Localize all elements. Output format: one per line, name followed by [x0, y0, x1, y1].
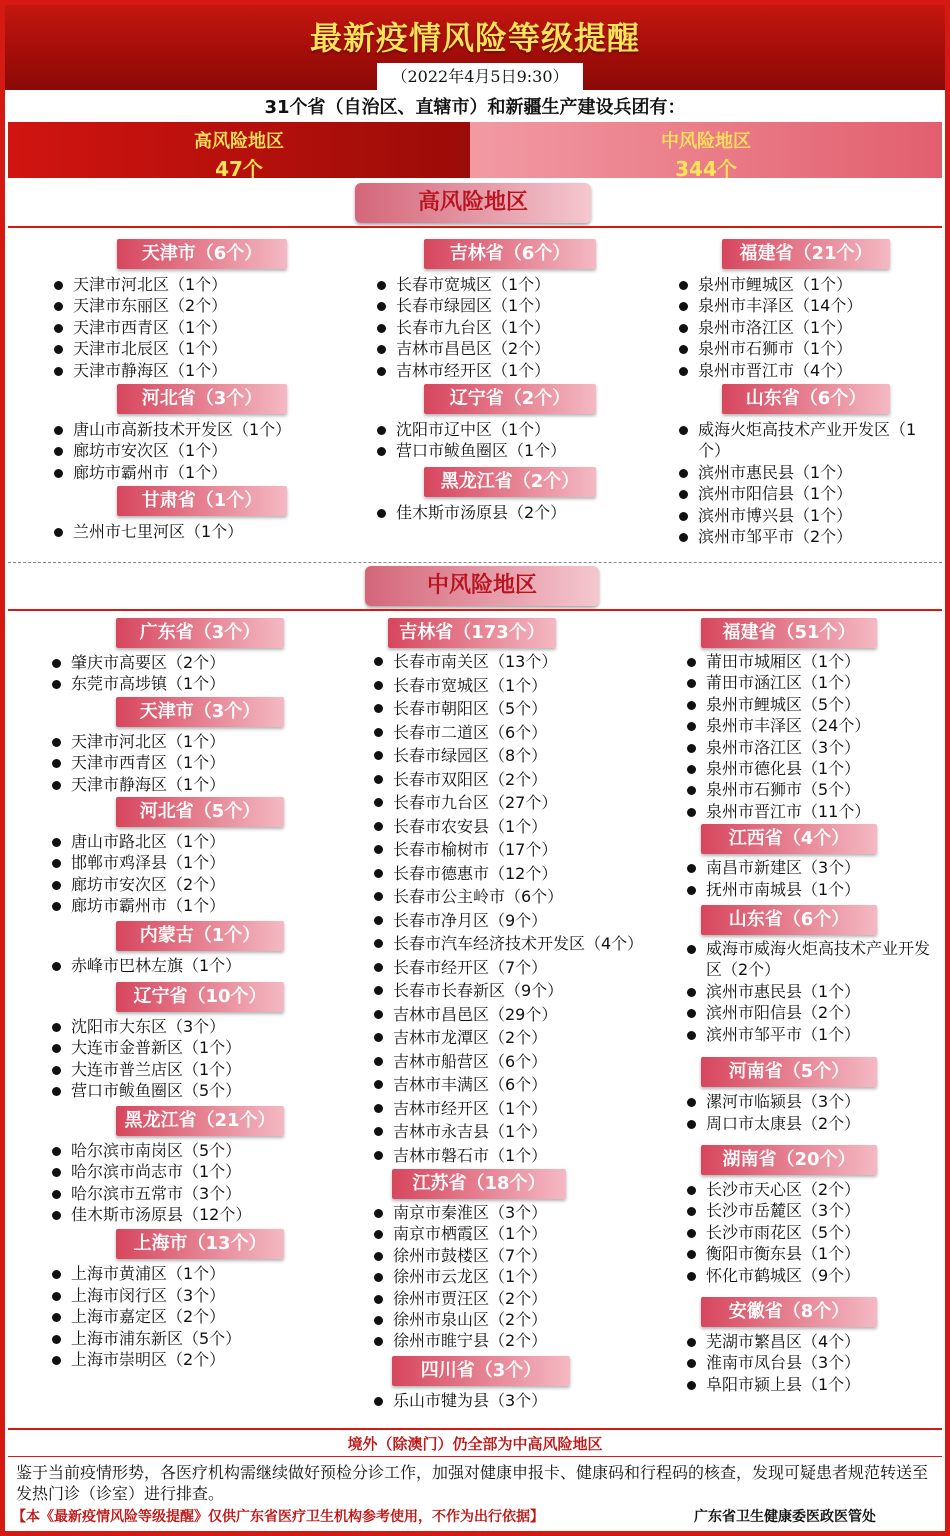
page-title: 最新疫情风险等级提醒 [309, 19, 640, 57]
province-group [375, 467, 645, 523]
issuer: 广东省卫生健康委医政医管处 [694, 1509, 876, 1525]
list-item: 上海市黄浦区（1个） [50, 1263, 350, 1284]
province-title: 湖南省（20个） [701, 1145, 877, 1175]
list-item: 邯郸市鸡泽县（1个） [50, 852, 350, 873]
list-item: 莆田市城厢区（1个） [685, 651, 941, 672]
list-item: 长沙市天心区（2个） [685, 1179, 941, 1200]
province-group [685, 824, 941, 900]
list-item: 长春市绿园区（8个） [372, 744, 672, 768]
list-item: 滨州市阳信县（1个） [677, 483, 935, 504]
list-item: 吉林市永吉县（1个） [372, 1120, 672, 1144]
province-group [50, 921, 350, 976]
list-item: 沈阳市辽中区（1个） [375, 419, 645, 440]
list-item: 长春市九台区（27个） [372, 791, 672, 815]
list-item: 阜阳市颍上县（1个） [685, 1374, 941, 1395]
province-title: 内蒙古（1个） [116, 921, 284, 951]
mid-col-2 [372, 618, 672, 1411]
list-item: 徐州市贾汪区（2个） [372, 1288, 672, 1309]
list-item: 长沙市岳麓区（3个） [685, 1200, 941, 1221]
province-group [50, 697, 350, 795]
province-title: 山东省（6个） [722, 384, 890, 414]
list-item: 天津市西青区（1个） [50, 752, 350, 773]
province-title: 吉林省（6个） [424, 239, 596, 269]
high-risk-section-title: 高风险地区 [355, 183, 591, 223]
list-item: 哈尔滨市南岗区（5个） [50, 1140, 350, 1161]
abroad-note: 境外（除澳门）仍全部为中高风险地区 [347, 1435, 603, 1453]
list-item: 长春市绿园区（1个） [375, 295, 645, 316]
high-col-1 [52, 239, 352, 543]
list-item: 长春市德惠市（12个） [372, 862, 672, 886]
list-item: 天津市河北区（1个） [50, 731, 350, 752]
list-item: 泉州市丰泽区（14个） [677, 295, 935, 316]
list-item: 唐山市路北区（1个） [50, 831, 350, 852]
province-title: 天津市（3个） [116, 697, 284, 727]
list-item: 泉州市洛江区（3个） [685, 737, 941, 758]
list-item: 长春市双阳区（2个） [372, 768, 672, 792]
mid-section-divider [8, 609, 942, 611]
province-title: 河南省（5个） [701, 1057, 877, 1087]
footer-divider [8, 1428, 942, 1430]
list-item: 佳木斯市汤原县（12个） [50, 1204, 350, 1225]
list-item: 吉林市经开区（1个） [375, 360, 645, 381]
province-title: 福建省（21个） [722, 239, 890, 269]
province-group [372, 1169, 672, 1352]
list-item: 抚州市南城县（1个） [685, 879, 941, 900]
footer-divider-2 [8, 1456, 942, 1457]
list-item: 泉州市晋江市（11个） [685, 801, 941, 822]
high-col-3 [677, 239, 935, 547]
province-group [685, 1297, 941, 1395]
list-item: 莆田市涵江区（1个） [685, 672, 941, 693]
province-group [50, 797, 350, 917]
list-item: 徐州市睢宁县（2个） [372, 1330, 672, 1351]
list-item: 上海市浦东新区（5个） [50, 1328, 350, 1349]
mid-col-1 [50, 618, 350, 1370]
province-title: 山东省（6个） [701, 905, 877, 935]
province-title: 河北省（5个） [116, 797, 284, 827]
province-title: 辽宁省（10个） [116, 982, 284, 1012]
province-title: 黑龙江省（2个） [424, 467, 596, 497]
list-item: 天津市静海区（1个） [52, 360, 352, 381]
list-item: 泉州市洛江区（1个） [677, 317, 935, 338]
list-item: 徐州市鼓楼区（7个） [372, 1245, 672, 1266]
list-item: 上海市闵行区（3个） [50, 1285, 350, 1306]
province-title: 吉林省（173个） [388, 618, 556, 648]
province-group [52, 384, 352, 483]
high-risk-summary-count: 47个 [215, 157, 263, 181]
list-item: 天津市北辰区（1个） [52, 338, 352, 359]
list-item: 肇庆市高要区（2个） [50, 652, 350, 673]
list-item: 天津市西青区（1个） [52, 317, 352, 338]
list-item: 吉林市经开区（1个） [372, 1097, 672, 1121]
list-item: 长春市朝阳区（5个） [372, 697, 672, 721]
list-item: 长春市净月区（9个） [372, 909, 672, 933]
province-group [375, 239, 645, 381]
list-item: 泉州市鲤城区（1个） [677, 274, 935, 295]
header-banner [5, 5, 945, 90]
province-title: 甘肃省（1个） [117, 486, 287, 516]
list-item: 大连市普兰店区（1个） [50, 1059, 350, 1080]
high-risk-summary-label: 高风险地区 [194, 131, 284, 152]
province-group [677, 239, 935, 381]
province-group [685, 1145, 941, 1286]
province-group [685, 618, 941, 822]
province-title: 江苏省（18个） [392, 1169, 566, 1199]
list-item: 滨州市邹平市（2个） [677, 526, 935, 547]
province-group [375, 384, 645, 462]
list-item: 佳木斯市汤原县（2个） [375, 502, 645, 523]
section-separator [8, 562, 942, 563]
province-title: 四川省（3个） [392, 1356, 570, 1386]
high-risk-summary [8, 122, 470, 181]
list-item: 泉州市德化县（1个） [685, 758, 941, 779]
province-group [50, 1106, 350, 1226]
province-group [52, 239, 352, 381]
mid-col-3 [685, 618, 941, 1395]
list-item: 廊坊市霸州市（1个） [52, 462, 352, 483]
list-item: 哈尔滨市五常市（3个） [50, 1183, 350, 1204]
list-item: 滨州市阳信县（2个） [685, 1002, 941, 1023]
list-item: 长春市南关区（13个） [372, 650, 672, 674]
province-group [685, 1057, 941, 1134]
list-item: 赤峰市巴林左旗（1个） [50, 955, 350, 976]
list-item: 泉州市石狮市（1个） [677, 338, 935, 359]
list-item: 大连市金普新区（1个） [50, 1037, 350, 1058]
list-item: 长春市长春新区（9个） [372, 979, 672, 1003]
list-item: 南昌市新建区（3个） [685, 857, 941, 878]
province-title: 黑龙江省（21个） [116, 1106, 284, 1136]
list-item: 营口市鲅鱼圈区（5个） [50, 1080, 350, 1101]
province-group [685, 905, 941, 1045]
list-item: 长春市九台区（1个） [375, 317, 645, 338]
mid-risk-summary-count: 344个 [675, 157, 737, 181]
list-item: 吉林市船营区（6个） [372, 1050, 672, 1074]
list-item: 长春市经开区（7个） [372, 956, 672, 980]
list-item: 吉林市磐石市（1个） [372, 1144, 672, 1168]
list-item: 吉林市丰满区（6个） [372, 1073, 672, 1097]
list-item: 滨州市惠民县（1个） [685, 981, 941, 1002]
high-section-divider [8, 226, 942, 228]
province-group [50, 618, 350, 695]
mid-risk-summary-label: 中风险地区 [661, 131, 751, 152]
list-item: 长春市公主岭市（6个） [372, 885, 672, 909]
list-item: 滨州市邹平市（1个） [685, 1024, 941, 1045]
list-item: 怀化市鹤城区（9个） [685, 1265, 941, 1286]
list-item: 长春市农安县（1个） [372, 815, 672, 839]
list-item: 吉林市龙潭区（2个） [372, 1026, 672, 1050]
province-title: 安徽省（8个） [701, 1297, 877, 1327]
list-item: 泉州市丰泽区（24个） [685, 715, 941, 736]
mid-risk-section-title: 中风险地区 [365, 566, 599, 606]
list-item: 威海市威海火炬高技术产业开发区（2个） [685, 938, 941, 981]
update-time: （2022年4月5日9:30） [377, 63, 583, 90]
list-item: 兰州市七里河区（1个） [52, 521, 352, 542]
list-item: 长春市宽城区（1个） [372, 674, 672, 698]
province-title: 河北省（3个） [117, 384, 287, 414]
province-title: 辽宁省（2个） [424, 384, 596, 414]
province-title: 天津市（6个） [117, 239, 287, 269]
disclaimer: 【本《最新疫情风险等级提醒》仅供广东省医疗卫生机构参考使用，不作为出行依据】 [12, 1509, 544, 1525]
list-item: 东莞市高埗镇（1个） [50, 673, 350, 694]
list-item: 廊坊市安次区（2个） [50, 874, 350, 895]
list-item: 唐山市高新技术开发区（1个） [52, 419, 352, 440]
list-item: 滨州市博兴县（1个） [677, 505, 935, 526]
list-item: 徐州市泉山区（2个） [372, 1309, 672, 1330]
list-item: 周口市太康县（2个） [685, 1113, 941, 1134]
list-item: 上海市嘉定区（2个） [50, 1306, 350, 1327]
list-item: 泉州市晋江市（4个） [677, 360, 935, 381]
province-title: 江西省（4个） [701, 824, 877, 854]
list-item: 哈尔滨市尚志市（1个） [50, 1161, 350, 1182]
list-item: 上海市崇明区（2个） [50, 1349, 350, 1370]
list-item: 吉林市昌邑区（2个） [375, 338, 645, 359]
list-item: 泉州市鲤城区（5个） [685, 694, 941, 715]
province-title: 上海市（13个） [116, 1229, 284, 1259]
list-item: 芜湖市繁昌区（4个） [685, 1331, 941, 1352]
list-item: 长春市宽城区（1个） [375, 274, 645, 295]
list-item: 长春市榆树市（17个） [372, 838, 672, 862]
list-item: 沈阳市大东区（3个） [50, 1016, 350, 1037]
province-group [677, 384, 935, 547]
province-title: 福建省（51个） [701, 618, 877, 648]
list-item: 泉州市石狮市（5个） [685, 779, 941, 800]
list-item: 乐山市犍为县（3个） [372, 1390, 672, 1411]
high-col-2 [375, 239, 645, 523]
province-group [372, 618, 672, 1167]
list-item: 吉林市昌邑区（29个） [372, 1003, 672, 1027]
province-group [50, 982, 350, 1102]
list-item: 滨州市惠民县（1个） [677, 462, 935, 483]
list-item: 长沙市雨花区（5个） [685, 1222, 941, 1243]
list-item: 天津市东丽区（2个） [52, 295, 352, 316]
notice-text: 鉴于当前疫情形势，各医疗机构需继续做好预检分诊工作，加强对健康申报卡、健康码和行程码的核查，发现可疑患者规范转送至发热门诊（诊室）进行排查。 [16, 1463, 929, 1503]
list-item: 南京市栖霞区（1个） [372, 1223, 672, 1244]
mid-risk-summary [470, 122, 942, 181]
list-item: 营口市鲅鱼圈区（1个） [375, 440, 645, 461]
list-item: 长春市二道区（6个） [372, 721, 672, 745]
list-item: 淮南市凤台县（3个） [685, 1352, 941, 1373]
list-item: 漯河市临颍县（3个） [685, 1091, 941, 1112]
list-item: 徐州市云龙区（1个） [372, 1266, 672, 1287]
list-item: 衡阳市衡东县（1个） [685, 1243, 941, 1264]
list-item: 南京市秦淮区（3个） [372, 1202, 672, 1223]
list-item: 廊坊市安次区（1个） [52, 440, 352, 461]
list-item: 廊坊市霸州市（1个） [50, 895, 350, 916]
province-group [52, 486, 352, 542]
subtitle: 31个省（自治区、直辖市）和新疆生产建设兵团有： [264, 97, 686, 118]
list-item: 天津市静海区（1个） [50, 774, 350, 795]
province-group [50, 1229, 350, 1370]
list-item: 威海火炬高技术产业开发区（1个） [677, 419, 935, 462]
list-item: 长春市汽车经济技术开发区（4个） [372, 932, 672, 956]
province-title: 广东省（3个） [116, 618, 284, 648]
list-item: 天津市河北区（1个） [52, 274, 352, 295]
province-group [372, 1356, 672, 1411]
